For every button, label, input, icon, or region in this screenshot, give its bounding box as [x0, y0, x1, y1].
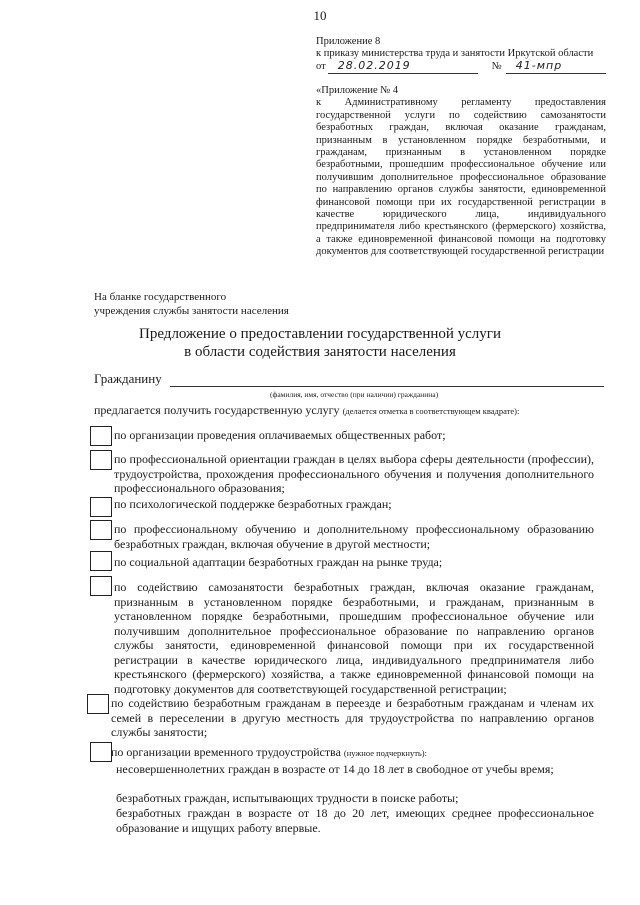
option-relocation: по содействию безработным гражданам в переезде и безработным гражданам и членам их семей в переселении в другую местность для трудоустройства по направлению органов службы занятости; — [111, 696, 594, 739]
citizen-row — [94, 371, 604, 387]
date-field — [328, 61, 478, 74]
handwritten-date: 28.02.2019 — [337, 59, 411, 73]
checkbox-temporary-employment[interactable] — [90, 742, 112, 762]
option-public-works: по организации проведения оплачиваемых общественных работ; — [114, 428, 446, 442]
checkbox-career-guidance[interactable] — [90, 450, 112, 470]
letterhead-note — [94, 290, 289, 318]
offer-text — [94, 403, 519, 418]
checkbox-public-works[interactable] — [90, 426, 112, 446]
checkbox-social-adaptation[interactable] — [90, 551, 112, 571]
letterhead-line-2: учреждения службы занятости населения — [94, 305, 289, 317]
temporary-employment-note: (нужное подчеркнуть): — [343, 748, 427, 758]
page-number: 10 — [313, 8, 327, 23]
number-prefix: № — [491, 61, 502, 73]
temp-employment-graduates[interactable]: безработных граждан в возрасте от 18 до 20 лет, имеющих среднее профессиональное образование и ищущих работу впервые. — [116, 806, 594, 835]
citizen-label: Гражданину — [94, 371, 162, 386]
offer-note: (делается отметка в соответствующем квадрате): — [342, 406, 520, 416]
option-temporary-employment — [111, 745, 594, 761]
checkbox-vocational-training[interactable] — [90, 520, 112, 540]
option-psychological-support: по психологической поддержке безработных граждан; — [114, 497, 392, 511]
form-title-line-2: в области содействия занятости населения — [184, 344, 456, 360]
regulation-title: «Приложение № 4 — [316, 85, 399, 96]
citizen-name-field[interactable] — [170, 373, 604, 387]
offer-main: предлагается получить государственную услугу — [94, 403, 340, 417]
checkbox-psychological-support[interactable] — [90, 497, 112, 517]
checkbox-relocation[interactable] — [87, 694, 109, 714]
handwritten-number: 41-мпр — [515, 59, 563, 73]
form-title — [0, 325, 640, 361]
option-temporary-employment-label: по организации временного трудоустройства — [111, 745, 341, 759]
regulation-text: к Административному регламенту предоставления государственной услуги по содействию самозанятости безработных граждан, включая оказание гражданам, признанным в установленном порядке безработными, и гражданам, признанным в установленном порядке безработными, прошедшим профессиональное обучение или получившим дополнительное профессиональное образование по направлению органов службы занятости, единовременной финансовой помощи при их государственной регистрации в качестве юридического лица, индивидуального предпринимателя либо крестьянского (фермерского) хозяйства, а также единовременной финансовой помощи на подготовку документов для соответствующей государственной регистрации — [316, 97, 606, 258]
checkbox-self-employment[interactable] — [90, 576, 112, 596]
option-social-adaptation: по социальной адаптации безработных граждан на рынке труда; — [114, 555, 443, 569]
option-career-guidance: по профессиональной ориентации граждан в целях выбора сферы деятельности (профессии), трудоустройства, прохождения профессионального обучения и получения дополнительного профессионального образования; — [114, 452, 594, 495]
order-date-number — [316, 61, 606, 74]
letterhead-line-1: На бланке государственного — [94, 291, 227, 303]
name-hint: (фамилия, имя, отчество (при наличии) гражданина) — [270, 390, 439, 399]
number-field — [506, 61, 606, 74]
appendix-header — [316, 36, 606, 74]
option-self-employment: по содействию самозанятости безработных граждан, включая оказание гражданам, признанным в установленном порядке безработными, и гражданам, признанным в установленном порядке безработными, прошедшим профессиональное обучение или получившим дополнительное профессиональное образование по направлению органов службы занятости, единовременной финансовой помощи при их государственной регистрации в качестве юридического лица, индивидуального предпринимателя либо крестьянского (фермерского) хозяйства, а также единовременной финансовой помощи на подготовку документов для соответствующей государственной регистрации; — [114, 580, 594, 696]
order-reference: к приказу министерства труда и занятости Иркутской области — [316, 48, 594, 60]
appendix-title: Приложение 8 — [316, 36, 381, 47]
temp-employment-difficult[interactable]: безработных граждан, испытывающих трудности в поиске работы; — [116, 791, 459, 805]
regulation-reference — [316, 85, 606, 259]
temp-employment-minors[interactable]: несовершеннолетних граждан в возрасте от 14 до 18 лет в свободное от учебы время; — [116, 762, 554, 776]
option-vocational-training: по профессиональному обучению и дополнительному профессиональному образованию безработных граждан, включая обучение в другой местности; — [114, 522, 594, 551]
form-title-line-1: Предложение о предоставлении государственной услуги — [139, 326, 501, 342]
date-prefix: от — [316, 61, 326, 73]
